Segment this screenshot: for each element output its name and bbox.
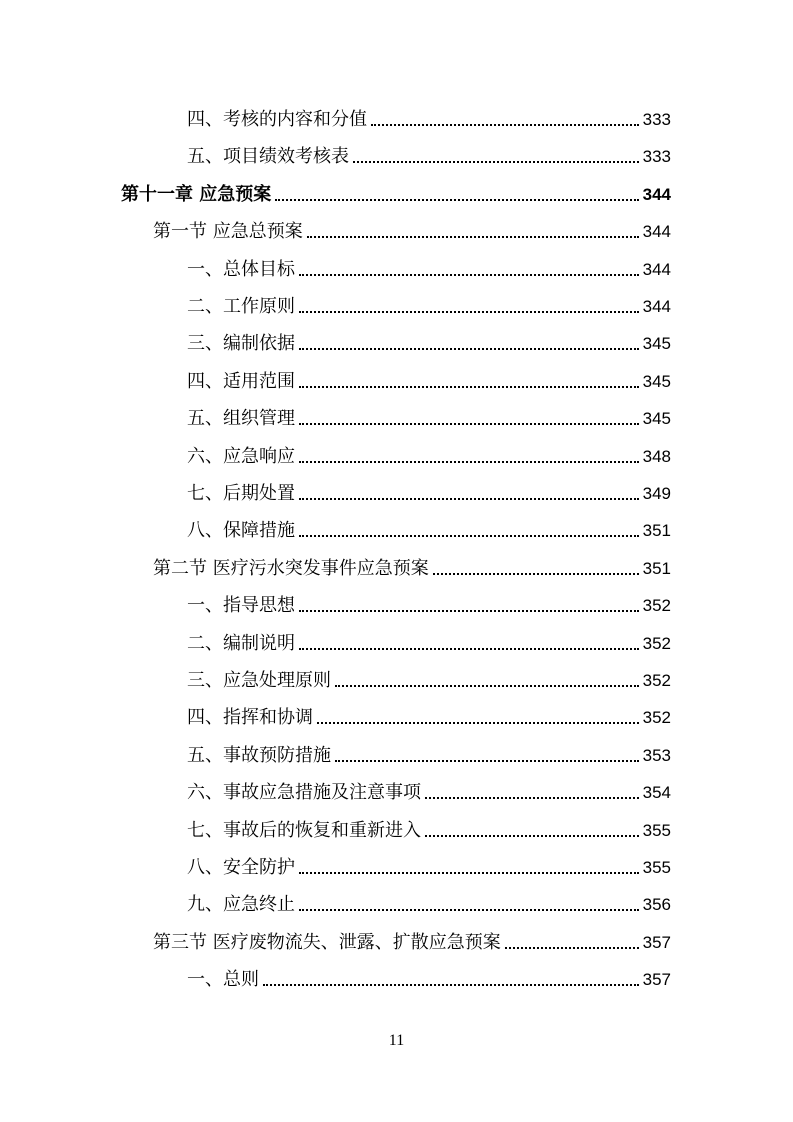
toc-subsection-entry[interactable]	[0, 703, 793, 729]
toc-entry-page: 357	[642, 970, 671, 990]
dot-leader	[299, 648, 639, 650]
toc-subsection-entry[interactable]	[0, 965, 793, 991]
toc-entry-page: 344	[642, 297, 671, 316]
toc-entry-page: 353	[642, 745, 671, 765]
toc-entry-title: 五、事故预防措施	[187, 744, 331, 766]
toc-subsection-entry[interactable]	[0, 292, 793, 318]
toc-subsection-entry[interactable]	[0, 853, 793, 879]
toc-subsection-entry[interactable]	[0, 479, 793, 505]
toc-entry-title: 四、指挥和协调	[187, 707, 313, 729]
toc-entry-title: 四、适用范围	[187, 370, 295, 392]
toc-entry-page: 354	[642, 783, 671, 803]
toc-entry-title: 七、后期处置	[187, 483, 295, 504]
toc-subsection-entry[interactable]	[0, 666, 793, 692]
toc-entry-title: 八、保障措施	[187, 520, 295, 542]
toc-entry-page: 352	[642, 633, 671, 653]
toc-chapter-entry[interactable]	[0, 180, 793, 206]
dot-leader	[299, 610, 639, 612]
dot-leader	[299, 498, 639, 500]
toc-subsection-entry[interactable]	[0, 105, 793, 131]
toc-entry-title: 第三节 医疗废物流失、泄露、扩散应急预案	[153, 931, 501, 953]
toc-entry-title: 五、项目绩效考核表	[187, 146, 349, 168]
toc-entry-page: 349	[642, 484, 671, 503]
toc-entry-page: 344	[642, 259, 671, 279]
toc-subsection-entry[interactable]	[0, 367, 793, 393]
dot-leader	[299, 311, 639, 313]
toc-entry-page: 333	[642, 147, 671, 167]
toc-subsection-entry[interactable]	[0, 591, 793, 617]
toc-entry-page: 357	[642, 932, 671, 952]
dot-leader	[275, 199, 638, 201]
toc-entry-title: 三、编制依据	[187, 333, 295, 355]
dot-leader	[299, 348, 639, 350]
toc-entry-title: 一、总体目标	[187, 258, 295, 280]
toc-entry-title: 七、事故后的恢复和重新进入	[187, 819, 421, 841]
toc-section-entry[interactable]	[0, 217, 793, 243]
toc-entry-title: 六、应急响应	[187, 445, 295, 467]
toc-entry-title: 九、应急终止	[187, 894, 295, 916]
toc-section-entry[interactable]	[0, 554, 793, 580]
toc-subsection-entry[interactable]	[0, 629, 793, 655]
dot-leader	[307, 236, 639, 238]
toc-entry-page: 344	[642, 184, 671, 204]
dot-leader	[335, 760, 639, 762]
toc-subsection-entry[interactable]	[0, 404, 793, 430]
toc-entry-title: 八、安全防护	[187, 857, 295, 878]
dot-leader	[299, 423, 639, 425]
toc-subsection-entry[interactable]	[0, 778, 793, 804]
toc-entry-title: 四、考核的内容和分值	[187, 109, 367, 130]
toc-entry-page: 355	[642, 820, 671, 840]
toc-entry-page: 345	[642, 409, 671, 429]
toc-entry-title: 三、应急处理原则	[187, 670, 331, 691]
dot-leader	[433, 573, 639, 575]
toc-entry-page: 345	[642, 334, 671, 354]
toc-subsection-entry[interactable]	[0, 442, 793, 468]
toc-entry-title: 第十一章 应急预案	[121, 183, 272, 205]
toc-entry-page: 352	[642, 708, 671, 728]
toc-subsection-entry[interactable]	[0, 816, 793, 842]
toc-subsection-entry[interactable]	[0, 741, 793, 767]
toc-entry-page: 352	[642, 596, 671, 616]
toc-subsection-entry[interactable]	[0, 255, 793, 281]
dot-leader	[299, 909, 639, 911]
toc-subsection-entry[interactable]	[0, 329, 793, 355]
toc-entry-page: 333	[642, 110, 671, 129]
toc-subsection-entry[interactable]	[0, 890, 793, 916]
dot-leader	[371, 124, 639, 126]
toc-entry-page: 344	[642, 222, 671, 242]
dot-leader	[299, 274, 639, 276]
toc-entry-page: 348	[642, 446, 671, 466]
toc-entry-page: 351	[642, 521, 671, 541]
toc-entry-title: 一、指导思想	[187, 595, 295, 617]
toc-entry-title: 五、组织管理	[187, 408, 295, 430]
toc-entry-page: 345	[642, 371, 671, 391]
dot-leader	[335, 685, 639, 687]
page-number: 11	[388, 1032, 405, 1049]
toc-entry-title: 二、编制说明	[187, 632, 295, 654]
dot-leader	[299, 872, 639, 874]
toc-entry-page: 351	[642, 558, 671, 578]
dot-leader	[299, 386, 639, 388]
dot-leader	[425, 835, 639, 837]
toc-entry-title: 一、总则	[187, 969, 259, 991]
toc-entry-title: 六、事故应急措施及注意事项	[187, 782, 421, 804]
dot-leader	[317, 722, 639, 724]
dot-leader	[353, 161, 639, 163]
toc-entry-title: 第一节 应急总预案	[153, 221, 303, 243]
dot-leader	[505, 947, 639, 949]
toc-section-entry[interactable]	[0, 928, 793, 954]
dot-leader	[425, 797, 639, 799]
toc-entry-page: 356	[642, 895, 671, 915]
toc-entry-title: 第二节 医疗污水突发事件应急预案	[153, 557, 429, 579]
toc-entry-page: 352	[642, 671, 671, 690]
dot-leader	[299, 535, 639, 537]
toc-entry-page: 355	[642, 858, 671, 877]
toc-entry-title: 二、工作原则	[187, 296, 295, 317]
dot-leader	[299, 461, 639, 463]
dot-leader	[263, 984, 639, 986]
toc-subsection-entry[interactable]	[0, 516, 793, 542]
toc-subsection-entry[interactable]	[0, 142, 793, 168]
